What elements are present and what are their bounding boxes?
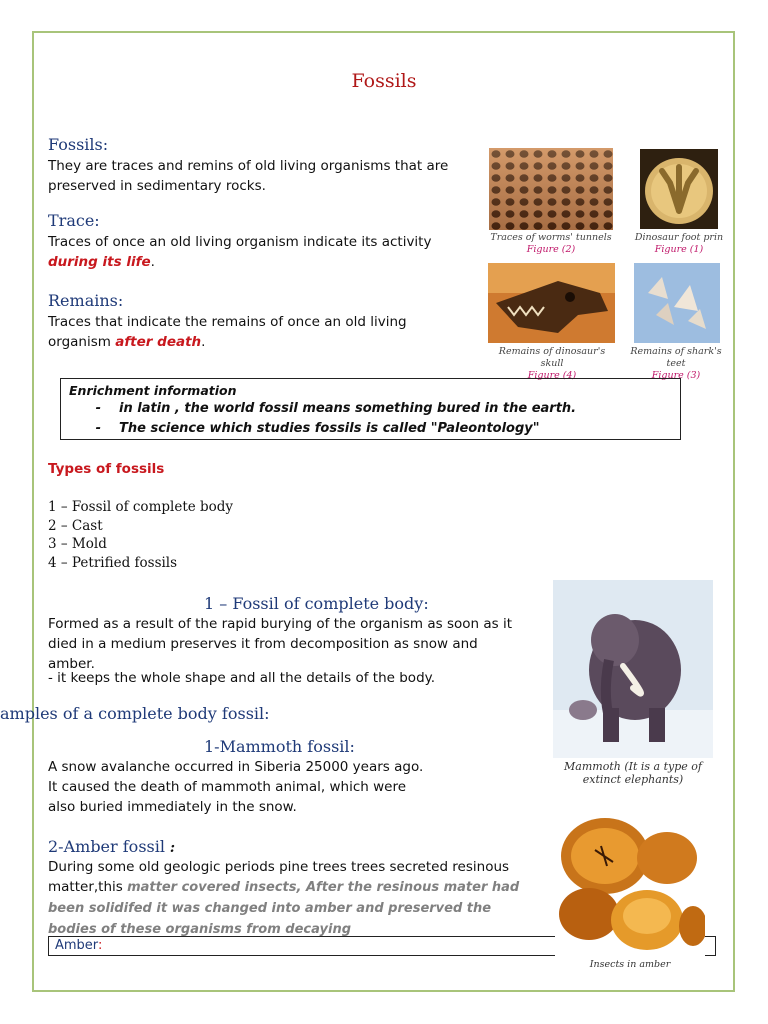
enrichment-item: - in latin , the world fossil means something bured in the earth. — [95, 401, 577, 416]
enrichment-title: Enrichment information — [69, 383, 237, 398]
mammoth-caption: Mammoth (It is a type of extinct elephants) — [564, 760, 702, 786]
remains-heading: Remains: — [48, 291, 124, 310]
page-title: Fossils — [351, 70, 417, 92]
enrichment-item: - The science which studies fossils is called "Paleontology" — [95, 421, 540, 436]
complete-body-heading: 1 – Fossil of complete body: — [204, 594, 429, 613]
trace-heading: Trace: — [48, 211, 100, 230]
examples-heading: amples of a complete body fossil: — [0, 704, 270, 723]
mammoth-text: A snow avalanche occurred in Siberia 25000 years ago. It caused the death of mammoth animal, which were also buried immediately in the snow. — [48, 759, 424, 815]
list-item: 2 – Cast — [48, 517, 103, 534]
amber-box-label: Amber: — [55, 938, 103, 953]
list-item: 1 – Fossil of complete body — [48, 499, 234, 515]
complete-body-note: - it keeps the whole shape and all the details of the body. — [48, 670, 435, 686]
remains-text — [48, 312, 448, 352]
amber-heading: 2-Amber fossil : — [48, 837, 176, 856]
list-item: 3 – Mold — [48, 536, 107, 552]
list-item: 4 – Petrified fossils — [48, 554, 178, 571]
figure-caption: Remains of shark's teet Figure (3) — [630, 346, 722, 381]
fossils-heading: Fossils: — [48, 135, 109, 154]
mammoth-heading: 1-Mammoth fossil: — [204, 737, 355, 756]
figure-caption: Remains of dinosaur's skull Figure (4) — [498, 346, 606, 381]
enrichment-box — [60, 378, 681, 440]
trace-text — [48, 232, 458, 272]
complete-body-text: Formed as a result of the rapid burying of the organism as soon as it died in a medium preserves it from decomposition as snow and amber. — [48, 616, 512, 672]
trace-end: . — [150, 254, 155, 270]
trace-text-main: Traces of once an old living organism indicate its activity — [48, 234, 432, 250]
remains-end: . — [201, 334, 206, 350]
types-heading: Types of fossils — [48, 461, 165, 477]
amber-text — [48, 857, 536, 940]
trace-emphasis: during its life — [48, 254, 151, 270]
worm-tunnels-image — [489, 148, 613, 230]
amber-text-italic: matter covered insects, After the resinous mater had been solidifed it was changed into amber and preserved the bodies of these organisms from decaying — [48, 880, 520, 937]
amber-text-plain: During some old geologic periods pine trees trees secreted resinous matter,this — [48, 859, 510, 895]
shark-teeth-image — [634, 263, 720, 343]
dinosaur-skull-image — [488, 263, 615, 343]
types-list — [48, 498, 233, 572]
figure-caption: Dinosaur foot prin Figure (1) — [634, 232, 724, 255]
figure-caption: Traces of worms' tunnels Figure (2) — [490, 232, 612, 255]
remains-emphasis: after death — [115, 334, 202, 350]
mammoth-image — [553, 580, 713, 758]
remains-text-main: Traces that indicate the remains of once an old living organism — [48, 314, 407, 350]
amber-caption: Insects in amber — [589, 959, 671, 970]
dinosaur-footprint-image — [640, 149, 718, 229]
amber-image — [555, 816, 705, 956]
fossils-definition: They are traces and remins of old living organisms that are preserved in sedimentary rocks. — [48, 158, 449, 194]
